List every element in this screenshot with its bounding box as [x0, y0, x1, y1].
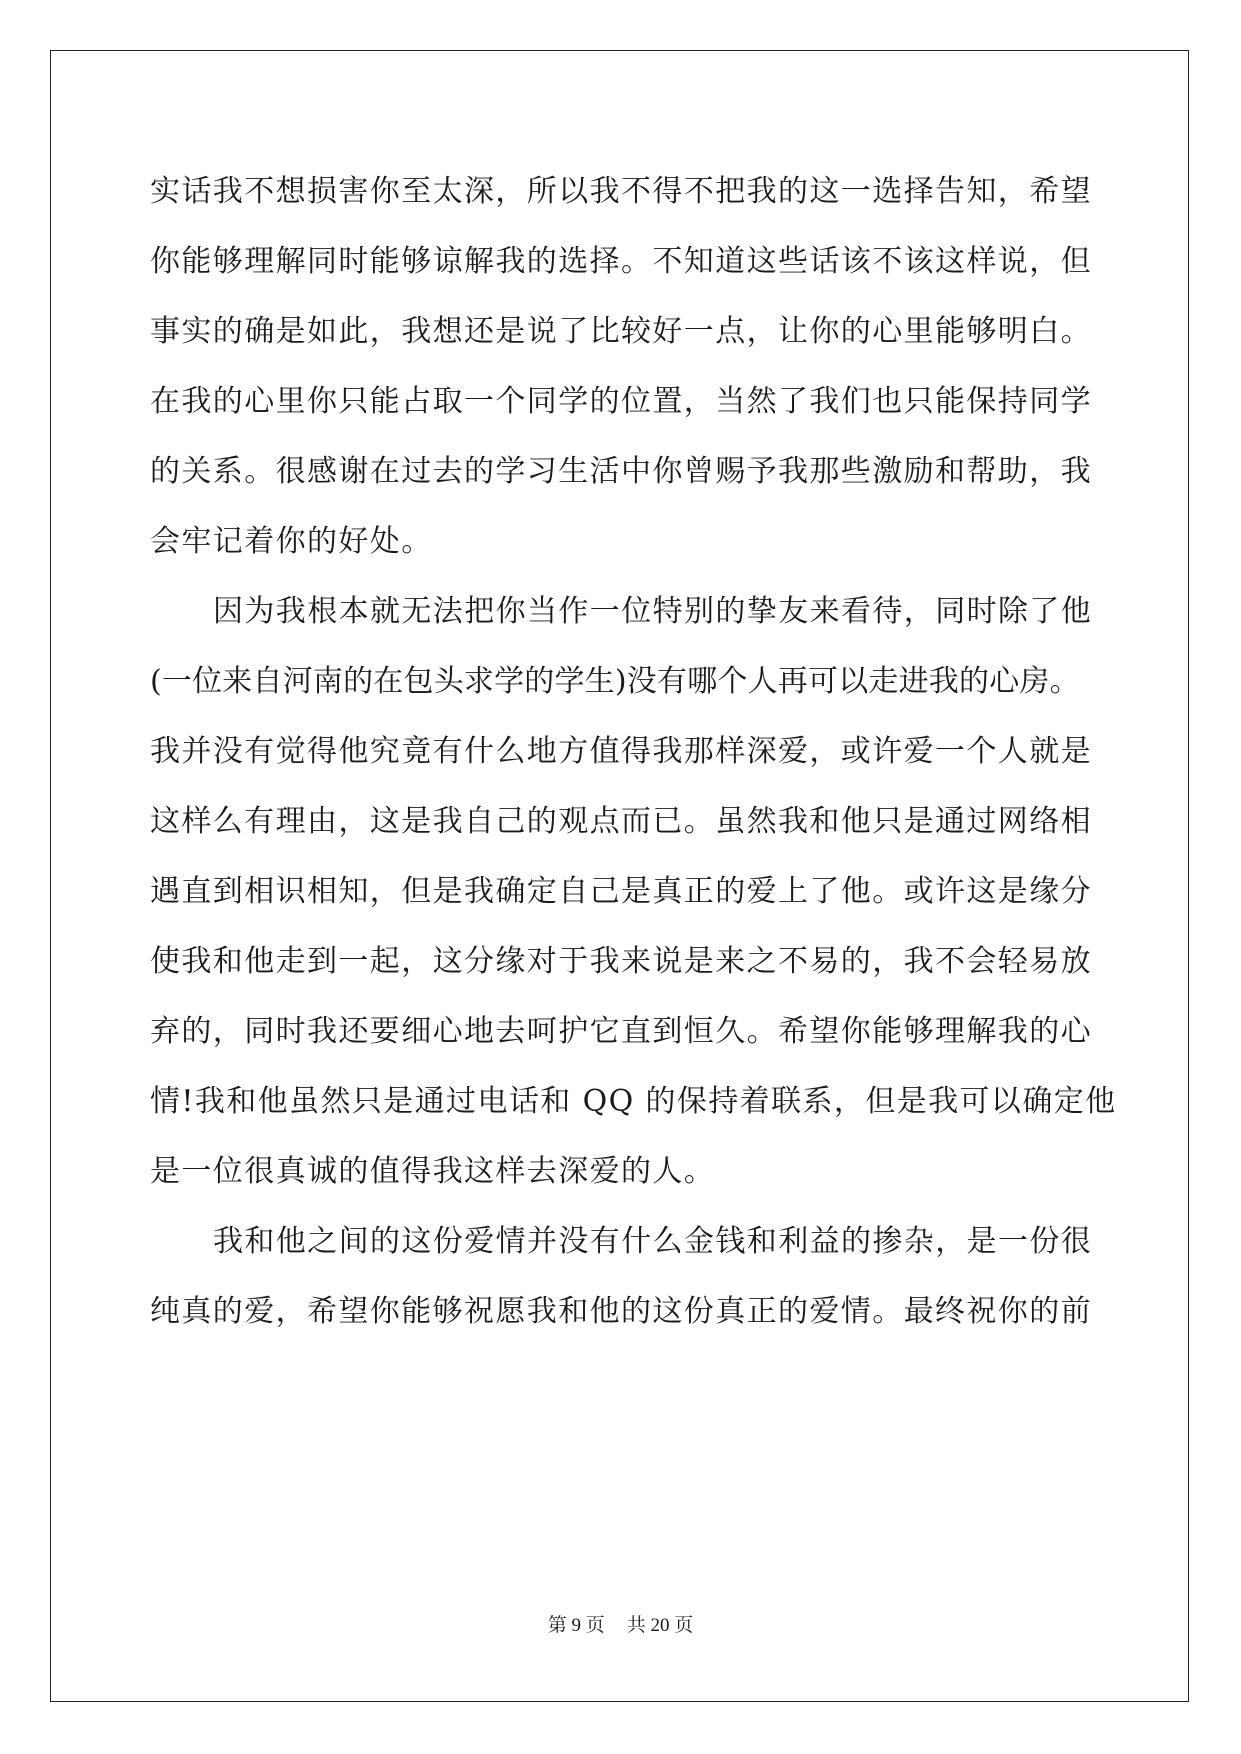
- text-line: 是一位很真诚的值得我这样去深爱的人。: [150, 1154, 716, 1189]
- text-line: 事实的确是如此，我想还是说了比较好一点，让你的心里能够明白。: [150, 314, 1092, 349]
- text-line: 纯真的爱，希望你能够祝愿我和他的这份真正的爱情。最终祝你的前: [150, 1294, 1092, 1329]
- page-footer: [0, 1614, 1241, 1638]
- text-line: 在我的心里你只能占取一个同学的位置，当然了我们也只能保持同学: [150, 384, 1092, 419]
- text-line: 弃的，同时我还要细心地去呵护它直到恒久。希望你能够理解我的心: [150, 1014, 1092, 1049]
- text-line: 你能够理解同时能够谅解我的选择。不知道这些话该不该这样说，但: [150, 244, 1092, 279]
- paragraph-first-line: 我和他之间的这份爱情并没有什么金钱和利益的掺杂，是一份很: [213, 1224, 1093, 1259]
- document-body: [150, 157, 1117, 1347]
- text-line: 这样么有理由，这是我自己的观点而已。虽然我和他只是通过网络相: [150, 804, 1092, 839]
- text-line: 情!我和他虽然只是通过电话和 QQ 的保持着联系，但是我可以确定他: [150, 1084, 1117, 1119]
- text-line: 会牢记着你的好处。: [150, 524, 433, 559]
- total-page-count: 共 20 页: [626, 1615, 694, 1636]
- text-line: 我并没有觉得他究竟有什么地方值得我那样深爱，或许爱一个人就是: [150, 734, 1092, 769]
- paragraph-first-line: 因为我根本就无法把你当作一位特别的挚友来看待，同时除了他: [213, 594, 1093, 629]
- text-line: 使我和他走到一起，这分缘对于我来说是来之不易的，我不会轻易放: [150, 944, 1092, 979]
- text-line: (一位来自河南的在包头求学的学生)没有哪个人再可以走进我的心房。: [150, 664, 1080, 699]
- current-page-number: 第 9 页: [547, 1615, 605, 1636]
- text-line: 遇直到相识相知，但是我确定自己是真正的爱上了他。或许这是缘分: [150, 874, 1092, 909]
- text-line: 的关系。很感谢在过去的学习生活中你曾赐予我那些激励和帮助，我: [150, 454, 1092, 489]
- text-line: 实话我不想损害你至太深，所以我不得不把我的这一选择告知，希望: [150, 174, 1092, 209]
